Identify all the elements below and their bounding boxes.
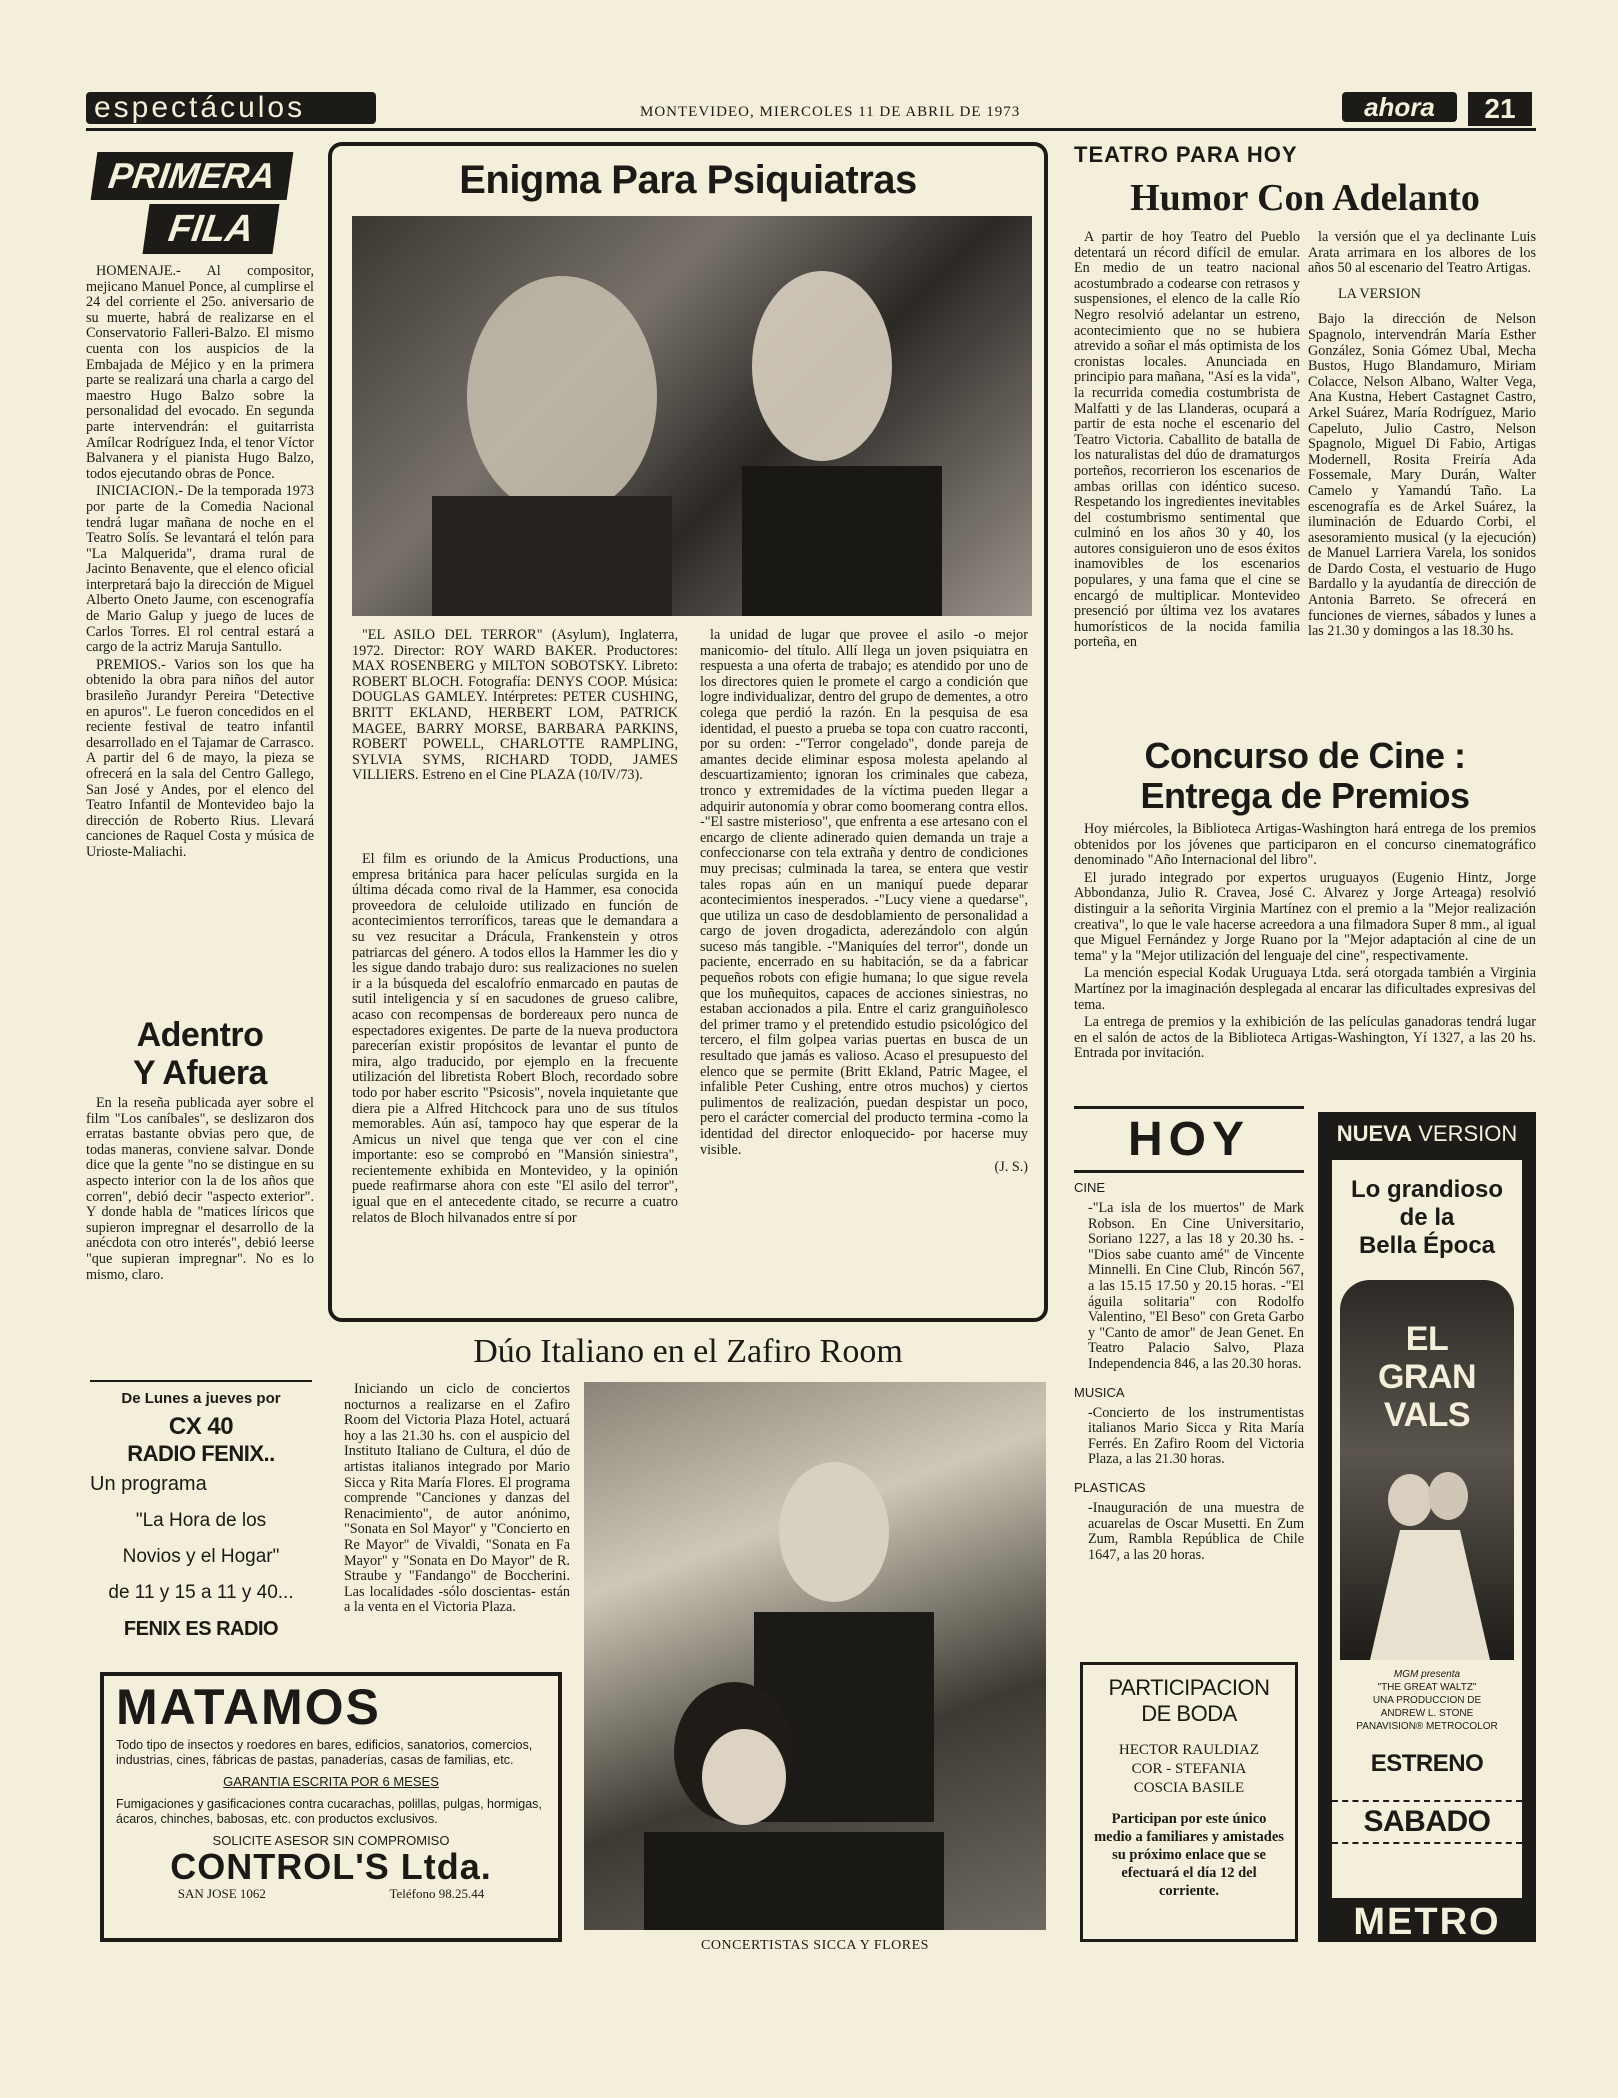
adentro-text: En la reseña publicada ayer sobre el film "Los caníbales", se deslizaron dos erratas bastante obvias pero que, de todas maneras, conviene salvar. Donde dice que la gente "no se distingue en su aspecto interior con la de los años que corren", debió decir "aspecto exterior". Y donde habla de "matices líricos que supieron impregnar el desarrollo de la anécdota con otro interés", debió leerse "que supieran impregnar". No es lo mismo, claro. xyxy=(86,1095,314,1283)
film-still-figures xyxy=(352,216,1032,616)
teatro-col2a-text: la versión que el ya declinante Luis Arata arrimara en los albores de los años 50 al escenario del Teatro Artigas. xyxy=(1308,229,1536,277)
adentro-title-line1: Adentro xyxy=(136,1016,264,1054)
dancer-man-head xyxy=(1428,1472,1468,1520)
primera-fila-column xyxy=(86,264,314,863)
dancer-woman-head xyxy=(1388,1474,1432,1526)
teatro-kicker: TEATRO PARA HOY xyxy=(1074,142,1298,167)
hoy-title: HOY xyxy=(1127,1113,1250,1166)
teatro-col1 xyxy=(1074,230,1300,653)
hoy-musica-label: MUSICA xyxy=(1074,1384,1125,1400)
adentro-title-line2: Y Afuera xyxy=(133,1054,267,1092)
gran-vals-credits xyxy=(1332,1668,1522,1733)
boda-names1: HECTOR RAULDIAZ xyxy=(1118,1742,1260,1758)
matamos-ad xyxy=(100,1672,562,1942)
radio-line8: FENIX ES RADIO xyxy=(123,1618,279,1640)
hoy-cine: -"La isla de los muertos" de Mark Robson. En Cine Universitario, Soriano 1227, a las 18 y 20.30 hs. -"Dios sabe cuanto amé" de Vincente Minnelli. En Cine Club, Rincón 567, a las 15.15 17.50 y 20.15 horas. -"El águila solitaria" con Rodolfo Valentino, "El Beso" con Greta Garbo y "Canto de amor" de Jean Genet. En Teatro Palacio Salvo, Plaza Independencia 846, a las 20.30 horas. xyxy=(1088,1200,1304,1372)
duo-caption: CONCERTISTAS SICCA Y FLORES xyxy=(701,1938,929,1953)
masthead-rule xyxy=(86,128,1536,131)
teatro-subhead: LA VERSION xyxy=(1338,285,1421,302)
boda-names3: COSCIA BASILE xyxy=(1133,1780,1245,1796)
duo-title: Dúo Italiano en el Zafiro Room xyxy=(473,1333,903,1370)
prod1: UNA PRODUCCION DE xyxy=(1372,1695,1482,1706)
primera-fila-line2: FILA xyxy=(142,204,279,254)
issue-date: MONTEVIDEO, MIERCOLES 11 DE ABRIL DE 1973 xyxy=(640,104,1021,120)
boda-names xyxy=(1093,1741,1285,1798)
iniciacion-item: INICIACION.- De la temporada 1973 por parte de la Comedia Nacional tendrá lugar mañana de noche en el Teatro Solís. Se levantará el telón para "La Malquerida", drama rural de Jacinto Benavente, que el elenco oficial interpretará bajo la dirección de Miguel Alberto Oneto Jaume, con escenografía de Mario Galup y juego de luces de Carlos Torres. El rol central estará a cargo de la actriz Maruja Santullo. xyxy=(86,483,314,656)
enigma-title: Enigma Para Psiquiatras xyxy=(459,158,917,202)
concurso-body xyxy=(1074,822,1536,1064)
left-figure-body xyxy=(432,496,672,616)
enigma-film-still xyxy=(352,216,1032,616)
radio-line5: "La Hora de los xyxy=(135,1510,267,1531)
gran-vals-tagline xyxy=(1332,1176,1522,1260)
film2: GRAN xyxy=(1377,1358,1477,1396)
matamos-line1: Todo tipo de insectos y roedores en bares, edificios, sanatorios, comercios, industrias, cines, fábricas de pastas, panaderías, casas de familias, etc. xyxy=(116,1738,533,1767)
male-musician-head xyxy=(779,1462,889,1602)
film1: EL xyxy=(1405,1320,1449,1358)
hoy-box xyxy=(1074,1106,1304,1646)
enigma-signature: (J. S.) xyxy=(994,1159,1028,1176)
matamos-company: CONTROL'S Ltda. xyxy=(170,1846,492,1887)
duo-photo xyxy=(584,1382,1046,1930)
radio-line7: de 11 y 15 a 11 y 40... xyxy=(108,1582,294,1603)
hoy-plasticas: -Inauguración de una muestra de acuarelas de Oscar Musetti. En Zum Zum, Rambla República de Chile 1647, a las 20 horas. xyxy=(1088,1499,1304,1563)
gran-vals-sabado: SABADO xyxy=(1332,1800,1522,1844)
gran-vals-panel xyxy=(1332,1160,1522,1898)
matamos-line2: Fumigaciones y gasificaciones contra cucarachas, polillas, pulgas, hormigas, ácaros, chinches, babosas, etc. con productos exclusivos. xyxy=(116,1797,542,1826)
adentro-body xyxy=(86,1096,314,1285)
concurso-title-line2: Entrega de Premios xyxy=(1140,775,1470,816)
concurso-title xyxy=(1074,736,1536,816)
matamos-title: MATAMOS xyxy=(116,1679,381,1735)
hoy-top-rule xyxy=(1074,1106,1304,1109)
duo-text: Iniciando un ciclo de conciertos nocturnos a realizarse en el Zafiro Room del Victoria Plaza Hotel, actuará hoy a las 21.30 hs. con el auspicio del Instituto Italiano de Cultura, el dúo de artistas italianos integrado por Mario Sicca y Rita María Flores. El programa comprende "Canciones y danzas del Renacimiento", de autor anónimo, "Sonata en Sol Mayor" y "Concierto en Re Mayor" de Vivaldi, "Sonata en Fa Mayor" y "Sonata en Do Mayor" de R. Straube y "Fandango" de Boccherini. Las localidades -sólo doscientas- están a la venta en el Victoria Plaza. xyxy=(344,1381,570,1616)
enigma-col1-text: El film es oriundo de la Amicus Productions, una empresa británica para hacer películas surgida en la última década como rival de la Hammer, esa conocida proveedora de celuloide utilizado en función de acontecimientos terroríficos, tareas que le demandara a su vez resucitar a Drácula, Frankenstein y otros patriarcas del género. A todos ellos la Hammer les dio y les sigue dando trabajo duro: sus realizaciones no suelen ir a la búsqueda del escalofrío enmarcado en pautas de sutil inteligencia y sí en sacudones de grueso calibre, acaso con recompensas de bordereaux pero nunca de espectadores exigentes. De parte de la nueva productora parecerían existir propósitos de levantar el punto de mira, algo traducido, por ejemplo en la frecuente utilización del libretista Robert Bloch, recordado sobre todo por haber escrito "Psicosis", novela inquietante que diera pie a Alfred Hitchcock para uno de sus títulos memorables. Aún así, tampoco hay que esperar de la Amicus un nivel que tenga que ver con el cine importante: eso se comprobó en "Mansión siniestra", recientemente exhibida en Montevideo, y la opinión puede reafirmarse ahora con este "El asilo del terror", igual que en el antecedente citado, se recurre a cuatro relatos de Bloch hilvanados entre sí por xyxy=(352,851,678,1226)
boda-title-line1: PARTICIPACION xyxy=(1108,1675,1270,1700)
hoy-cine-label: CINE xyxy=(1074,1180,1106,1195)
concurso-p2: El jurado integrado por expertos uruguayos (Eugenio Hintz, Jorge Abbondanza, Julio R. Cravea, José C. Alvarez y Jorge Arteaga) resolvió distinguir a la señorita Virginia Martínez con el premio a la "Mejor realización creativa", lo que le vale hacerse acreedora a una filmadora Super 8 mm., al igual que Miguel Fernández y Jorge Ruano por la "Mejor adaptación al cine de un tema" y la "Mejor utilización del lenguaje del cine", respectivamente. xyxy=(1074,869,1536,964)
radio-fenix-ad xyxy=(90,1380,312,1670)
radio-line3: RADIO FENIX.. xyxy=(127,1441,275,1466)
prod3: PANAVISION® METROCOLOR xyxy=(1356,1721,1498,1732)
left-figure-head xyxy=(467,276,657,516)
gran-vals-banner xyxy=(1322,1116,1532,1152)
adentro-title xyxy=(86,1016,314,1092)
gran-vals-film-title xyxy=(1340,1320,1514,1434)
concurso-p3: La mención especial Kodak Uruguaya Ltda. será otorgada también a Virginia Martínez por la imaginación desplegada al encarar las dificultades expresivas del tema. xyxy=(1074,965,1536,1013)
gran-vals-ad xyxy=(1318,1112,1536,1942)
gran-vals-illustration xyxy=(1340,1280,1514,1660)
enigma-col1 xyxy=(352,852,678,1228)
teatro-col1-text: A partir de hoy Teatro del Pueblo detentará un récord difícil de emular. En medio de un teatro nacional acostumbrado a codearse con retrasos y suspensiones, el elenco de la calle Río Negro resolvió adelantar un estreno, acontecimiento que no se hubiera atrevido a soñar el más optimista de los cronistas locales. Anunciada en principio para mañana, "Así es la vida", la recurrida comedia costumbrista de Malfatti y de las Llanderas, ocupará a partir de esta noche el escenario del Teatro Victoria. Caballito de batalla de los naturalistas del dúo de dramaturgos porteños, recorrieron los escenarios de ambas orillas con idéntico suceso. Respetando los ingredientes inevitables del costumbrismo sentimental que culminó en los años 30 y 40, los autores consiguieron uno de esos éxitos inamovibles de los escenarios populares, y una fama que el cine se encargó de multiplicar. Montevideo presenció por última vez los avatares humorísticos de la nocida familia porteña, en xyxy=(1074,229,1300,651)
matamos-solicite: SOLICITE ASESOR SIN COMPROMISO xyxy=(212,1833,450,1848)
radio-line1: De Lunes a jueves por xyxy=(121,1390,281,1407)
homenaje-item: HOMENAJE.- Al compositor, mejicano Manuel Ponce, al cumplirse el 24 del corriente el 25o. aniversario de su muerte, habrá de realizarse en el Conservatorio Falleri-Balzo. El mismo cuenta con los auspicios de la Embajada de Méjico y en la primera parte se realizará una charla a cargo del maestro Hugo Balzo sobre la personalidad del evocado. En segunda parte intervendrán: el guitarrista Amílcar Rodríguez Inda, el tenor Víctor Balvanera y el pianista Hugo Balzo, todos ejecutando obras de Ponce. xyxy=(86,263,314,482)
ahora-logo: ahora xyxy=(1342,92,1457,122)
film3: VALS xyxy=(1383,1396,1471,1434)
right-figure-head xyxy=(752,271,892,461)
banner-bold: NUEVA xyxy=(1336,1121,1413,1146)
hoy-musica: -Concierto de los instrumentistas italianos Mario Sicca y Rita María Ferrés. En Zafiro Room del Victoria Plaza, a las 21.30 horas. xyxy=(1088,1404,1304,1468)
tag3: Bella Época xyxy=(1358,1232,1496,1259)
premios-item: PREMIOS.- Varios son los que ha obtenido la obra para niños del autor brasileño Jurandyr Pereira "Detective en apuros". Le fueron concedidos en el reciente festival de teatro infantil desarrollado en el Tajamar de Carrasco. A partir del 6 de mayo, la pieza se ofrecerá en la sala del Centro Gallego, San José y Andes, por el elenco del Teatro Infantil de Montevideo bajo la dirección de Roberto Rius. Llevará canciones de Raquel Costa y música de Urioste-Maliachi. xyxy=(86,656,314,860)
enigma-col2-text: la unidad de lugar que provee el asilo -o mejor manicomio- del título. Allí llega un joven psiquiatra en respuesta a una oferta de trabajo; es atendido por uno de los directores quien le promete el cargo a condición que logre individualizar, dentro del grupo de dementes, a otro colega que perdió la razón. En la pesquisa de esa identidad, el puesto a prueba se topa con cuatro racconti, por su orden: -"Terror congelado", donde pareja de amantes decide eliminar esposa molesta apelando al descuartizamiento; ignoran los criminales que cabeza, tronco y extremidades de la víctima pueden llegar a adquirir autonomía y obrar como boomerang contra ellos. -"El sastre misterioso", que enfrenta a ese artesano con el encargo de cliente adinerado quien demanda un traje a confeccionarse con tela extraña y dentro de condiciones muy precisas; culminada la tarea, se entera que vestir tales ropas aún en un maniquí puede deparar acontecimientos inesperados. -"Lucy viene a quedarse", que utiliza un caso de desdoblamiento de personalidad a cargo de joven drogadicta, aderezándolo con algún suceso más tangible. -"Maniquíes del terror", donde un paciente, encerrado en su habitación, se da a fabricar pequeños robots con efigie humana; lo que sigue revela que los muñequitos, capaces de acciones siniestras, no estaban accionados a pila. Entre el cariz granguiñolesco del primer tramo y el pretendido estudio psicológico del tercero, el film golpea varias puertas en busca de un resultado que jamás es valioso. Acaso el presupuesto del elenco que se permite (Britt Ekland, Patric Magee, el infalible Peter Cushing, entre otros muchos) y ciertos pulimentos de realización, puedan despistar un poco, pero el carácter comercial del producto termina -como la identidad del director enloquecido- por hacerse muy visible. xyxy=(700,627,1028,1158)
matamos-address: SAN JOSE 1062 xyxy=(177,1886,266,1901)
enigma-credits xyxy=(352,628,678,786)
female-musician-body xyxy=(644,1832,944,1930)
teatro-title: Humor Con Adelanto xyxy=(1130,177,1480,219)
enigma-col2 xyxy=(700,628,1028,1178)
teatro-col2 xyxy=(1300,230,1536,642)
concurso-p1: Hoy miércoles, la Biblioteca Artigas-Washington hará entrega de los premios obtenidos por los jóvenes que participaron en el concurso cinematográfico denominado "Año Internacional del libro". xyxy=(1074,821,1536,869)
matamos-contact xyxy=(116,1886,546,1902)
boda-ad xyxy=(1080,1662,1298,1942)
orig-title: "THE GREAT WALTZ" xyxy=(1377,1682,1477,1693)
presents: MGM presenta xyxy=(1393,1669,1461,1680)
radio-line2: CX 40 xyxy=(168,1413,234,1440)
right-figure-body xyxy=(742,466,942,616)
matamos-phone: Teléfono 98.25.44 xyxy=(389,1886,485,1901)
boda-body: Participan por este único medio a familiares y amistades su próximo enlace que se efectuará el día 12 del corriente. xyxy=(1094,1811,1284,1899)
concurso-p4: La entrega de premios y la exhibición de las películas ganadoras tendrá lugar en el salón de actos de la Biblioteca Artigas-Washington, Yí 1327, a las 20 hs. Entrada por invitación. xyxy=(1074,1014,1536,1062)
masthead-logo xyxy=(1342,92,1534,122)
female-musician-face xyxy=(702,1729,786,1825)
banner-rest: VERSION xyxy=(1418,1121,1518,1146)
enigma-credits-text: "EL ASILO DEL TERROR" (Asylum), Inglaterra, 1972. Director: ROY WARD BAKER. Productores: MAX ROSENBERG y MILTON SOBOTSKY. Libreto: ROBERT BLOCH. Fotografía: DENYS COOP. Música: DOUGLAS GAMLEY. Intérpretes: PETER CUSHING, BRITT EKLAND, HERBERT LOM, PATRICK MAGEE, BARRY MORSE, BARBARA PARKINS, ROBERT POWELL, CHARLOTTE RAMPLING, SYLVIA SYMS, RICHARD TODD, JAMES VILLIERS. Estreno en el Cine PLAZA (10/IV/73). xyxy=(352,627,678,784)
page-number: 21 xyxy=(1468,92,1532,126)
primera-fila-logo xyxy=(86,152,292,262)
duo-body xyxy=(344,1382,570,1618)
duo-photo-figures xyxy=(584,1382,1046,1930)
boda-title-line2: DE BODA xyxy=(1141,1701,1237,1726)
teatro-col2b-text: Bajo la dirección de Nelson Spagnolo, intervendrán María Esther González, Sonia Gómez Ubal, Mecha Bustos, Hugo Blandamuro, Miriam Colacce, Nelson Albano, Walter Vega, Ana Kustna, Hebert Castagnet Castro, Arkel Suárez, María Rodríguez, Mario Capeluto, Julio Castro, Nelson Spagnolo, Miguel Di Fabio, Artigas Modernell, Rosita Freiría Ada Fossemale, Mary Durán, Walter Camelo y Yamandú Taño. La escenografía es de Arkel Suárez, la iluminación de Eduardo Corbi, el asesoramiento musical (y la ejecución) de Manuel Larriera Varela, los sonidos de Dardo Costa, el vestuario de Hugo Bardallo y la ayudantía de dirección de Antonia Barreto. Se ofrecerá en funciones de viernes, sábados y lunes a las 21.30 y domingos a las 18.30 hs. xyxy=(1308,311,1536,640)
hoy-mid-rule xyxy=(1074,1170,1304,1173)
dancers-illustration xyxy=(1340,1460,1514,1660)
prod2: ANDREW L. STONE xyxy=(1380,1708,1474,1719)
gran-vals-theatre: METRO xyxy=(1353,1901,1501,1943)
matamos-guarantee: GARANTIA ESCRITA POR 6 MESES xyxy=(223,1774,439,1789)
tag1: Lo grandioso xyxy=(1351,1176,1503,1203)
boda-names2: COR - STEFANIA xyxy=(1131,1761,1247,1777)
boda-title xyxy=(1093,1675,1285,1727)
primera-fila-line1: PRIMERA xyxy=(91,152,294,200)
radio-line4: Un programa xyxy=(90,1473,207,1495)
dancer-gown xyxy=(1370,1530,1490,1660)
tag2: de la xyxy=(1399,1204,1455,1231)
radio-line6: Novios y el Hogar" xyxy=(122,1546,280,1567)
section-banner: espectáculos xyxy=(86,92,376,124)
gran-vals-estreno: ESTRENO xyxy=(1370,1750,1484,1777)
hoy-plasticas-label: PLASTICAS xyxy=(1074,1479,1146,1495)
concurso-title-line1: Concurso de Cine : xyxy=(1144,735,1466,776)
